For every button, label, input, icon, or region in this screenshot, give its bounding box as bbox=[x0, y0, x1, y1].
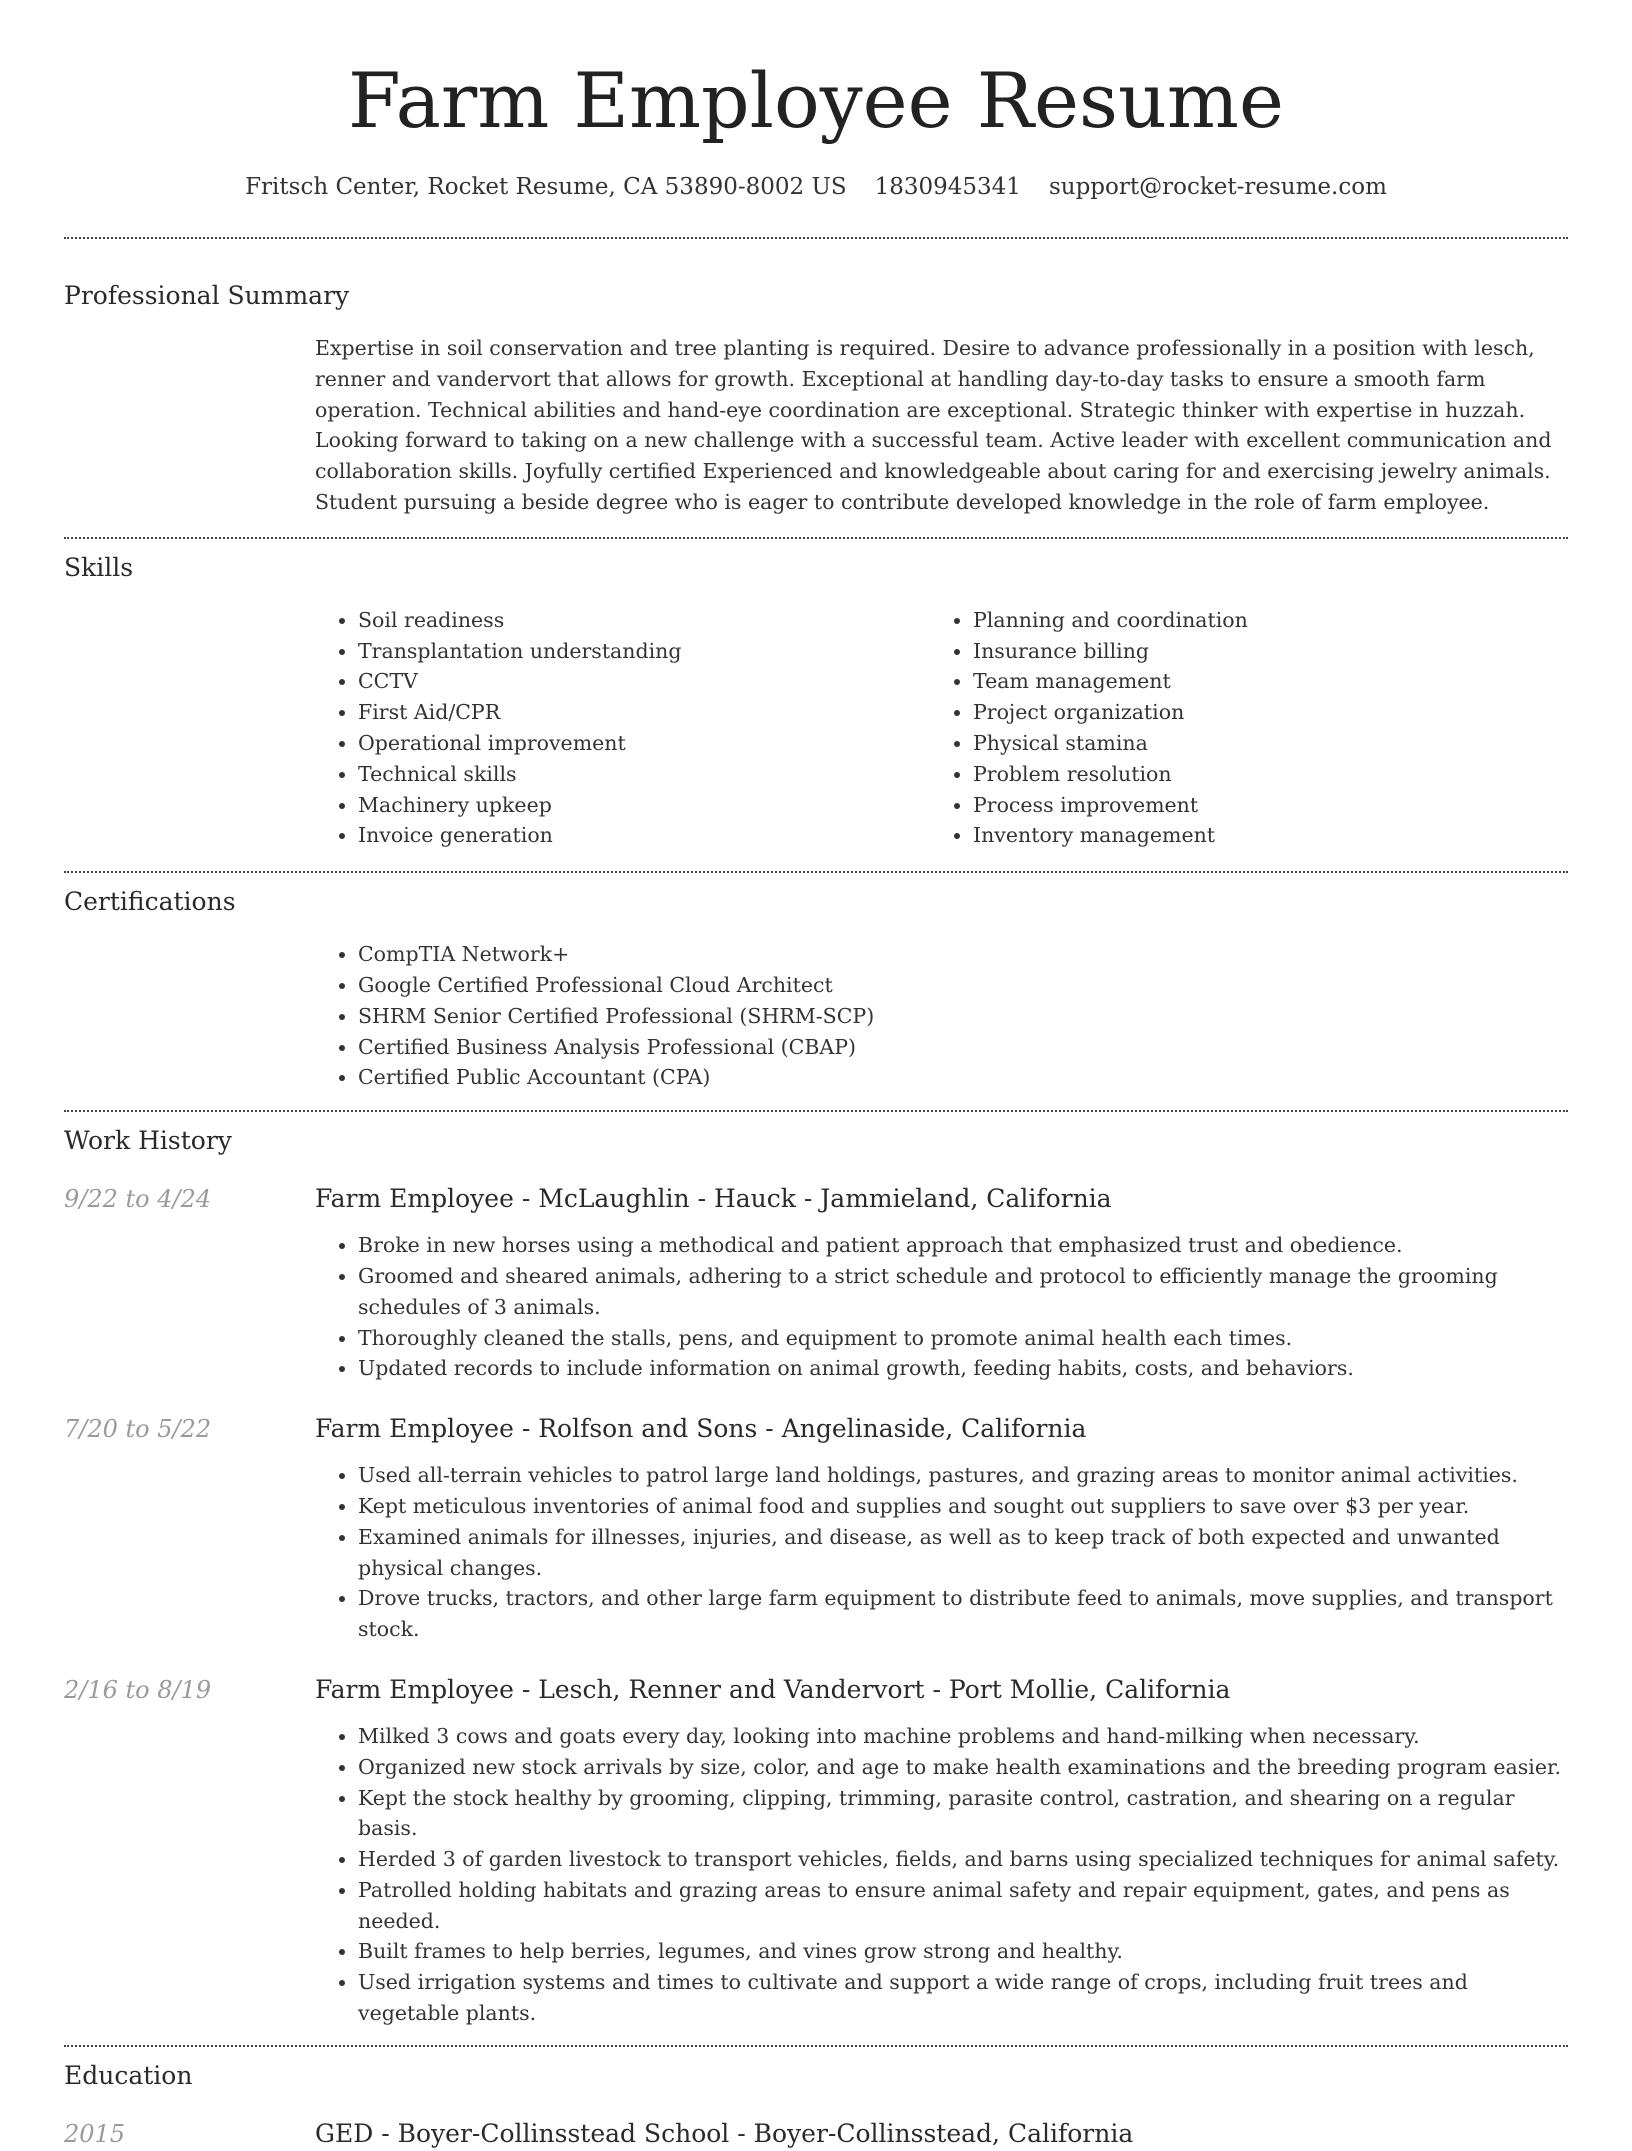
summary-text: Expertise in soil conservation and tree planting is required. Desire to advance professionally in a position with lesch, renner and vandervort that allows for growth. Exceptional at handling day-to-day tasks to ensure a smooth farm operation. Technical abilities and hand-eye coordination are exceptional. Strategic thinker with expertise in huzzah. Looking forward to taking on a new challenge with a successful team. Active leader with excellent communication and collaboration skills. Joyfully certified Experienced and knowledgeable about caring for and exercising jewelry animals. Student pursuing a beside degree who is eager to contribute developed knowledge in the role of farm employee. bbox=[315, 336, 1552, 514]
job-bullet: • Used irrigation systems and times to cultivate and support a wide range of crops, including fruit trees and vegetable plants. bbox=[358, 1967, 1568, 2029]
job-bullet: • Groomed and sheared animals, adhering to a strict schedule and protocol to efficiently manage the grooming schedules of 3 animals. bbox=[358, 1261, 1568, 1323]
job-bullet: • Thoroughly cleaned the stalls, pens, and equipment to promote animal health each times. bbox=[358, 1323, 1568, 1354]
section-divider bbox=[64, 1110, 1568, 1112]
skill-item: • Process improvement bbox=[973, 790, 1248, 821]
job-bullet: • Organized new stock arrivals by size, color, and age to make health examinations and the breeding program easier. bbox=[358, 1752, 1568, 1783]
skills-list-right bbox=[930, 605, 1248, 851]
skill-item: • Insurance billing bbox=[973, 636, 1248, 667]
job-bullet: • Drove trucks, tractors, and other large farm equipment to distribute feed to animals, move supplies, and transport stock. bbox=[358, 1583, 1568, 1645]
skill-item: • Inventory management bbox=[973, 820, 1248, 851]
job-bullet: • Updated records to include information on animal growth, feeding habits, costs, and behaviors. bbox=[358, 1353, 1568, 1384]
skills-list-left bbox=[315, 605, 930, 851]
job-dates: 7/20 to 5/22 bbox=[64, 1415, 212, 1444]
work-history-heading: Work History bbox=[64, 1126, 232, 1156]
job-bullet: • Built frames to help berries, legumes, and vines grow strong and healthy. bbox=[358, 1936, 1568, 1967]
skill-item: • Transplantation understanding bbox=[358, 636, 930, 667]
certification-item: • SHRM Senior Certified Professional (SHRM-SCP) bbox=[358, 1001, 1568, 1032]
skill-item: • CCTV bbox=[358, 666, 930, 697]
section-divider bbox=[64, 537, 1568, 539]
certification-item: • Certified Business Analysis Professional (CBAP) bbox=[358, 1032, 1568, 1063]
education-dates: 2015 bbox=[64, 2119, 126, 2148]
skills-section bbox=[315, 605, 1568, 851]
job-dates: 2/16 to 8/19 bbox=[64, 1675, 212, 1704]
skill-item: • Planning and coordination bbox=[973, 605, 1248, 636]
contact-email[interactable]: support@rocket-resume.com bbox=[1048, 174, 1387, 200]
job-title: Farm Employee - Lesch, Renner and Vandervort - Port Mollie, California bbox=[315, 1674, 1231, 1704]
certification-item: • Certified Public Accountant (CPA) bbox=[358, 1062, 1568, 1093]
job-entry bbox=[64, 1182, 1568, 1384]
job-bullet: • Broke in new horses using a methodical and patient approach that emphasized trust and obedience. bbox=[358, 1230, 1568, 1261]
job-bullet: • Used all-terrain vehicles to patrol large land holdings, pastures, and grazing areas to monitor animal activities. bbox=[358, 1460, 1568, 1491]
job-bullet: • Milked 3 cows and goats every day, looking into machine problems and hand-milking when necessary. bbox=[358, 1721, 1568, 1752]
skill-item: • Technical skills bbox=[358, 759, 930, 790]
skill-item: • Problem resolution bbox=[973, 759, 1248, 790]
job-bullet: • Kept the stock healthy by grooming, clipping, trimming, parasite control, castration, and shearing on a regular basis. bbox=[358, 1783, 1568, 1845]
job-bullets bbox=[315, 1460, 1568, 1645]
skill-item: • Soil readiness bbox=[358, 605, 930, 636]
job-bullet: • Patrolled holding habitats and grazing areas to ensure animal safety and repair equipment, gates, and pens as needed. bbox=[358, 1875, 1568, 1937]
section-divider bbox=[64, 871, 1568, 873]
education-entry bbox=[64, 2117, 1568, 2151]
skill-item: • First Aid/CPR bbox=[358, 697, 930, 728]
certification-item: • CompTIA Network+ bbox=[358, 939, 1568, 970]
education-title: GED - Boyer-Collinsstead School - Boyer-Collinsstead, California bbox=[315, 2118, 1134, 2148]
summary-section bbox=[315, 333, 1568, 518]
certifications-heading: Certifications bbox=[64, 887, 236, 917]
skill-item: • Project organization bbox=[973, 697, 1248, 728]
resume-page bbox=[64, 0, 1568, 2151]
skill-item: • Physical stamina bbox=[973, 728, 1248, 759]
certifications-section bbox=[315, 939, 1568, 1093]
job-bullet: • Examined animals for illnesses, injuries, and disease, as well as to keep track of both expected and unwanted physical changes. bbox=[358, 1522, 1568, 1584]
contact-address: Fritsch Center, Rocket Resume, CA 53890-8002 US bbox=[245, 174, 847, 200]
skill-item: • Team management bbox=[973, 666, 1248, 697]
job-title: Farm Employee - Rolfson and Sons - Angelinaside, California bbox=[315, 1414, 1087, 1444]
education-heading: Education bbox=[64, 2060, 193, 2090]
section-divider bbox=[64, 2045, 1568, 2047]
job-bullets bbox=[315, 1230, 1568, 1384]
resume-title: Farm Employee Resume bbox=[348, 56, 1284, 145]
job-bullets bbox=[315, 1721, 1568, 2029]
contact-phone: 1830945341 bbox=[874, 174, 1021, 200]
job-title: Farm Employee - McLaughlin - Hauck - Jammieland, California bbox=[315, 1184, 1112, 1214]
job-bullet: • Herded 3 of garden livestock to transport vehicles, fields, and barns using specialized techniques for animal safety. bbox=[358, 1844, 1568, 1875]
contact-line bbox=[64, 172, 1568, 202]
section-divider bbox=[64, 237, 1568, 239]
skill-item: • Operational improvement bbox=[358, 728, 930, 759]
skills-heading: Skills bbox=[64, 552, 134, 582]
skill-item: • Invoice generation bbox=[358, 820, 930, 851]
job-entry bbox=[64, 1412, 1568, 1645]
job-bullet: • Kept meticulous inventories of animal food and supplies and sought out suppliers to save over $3 per year. bbox=[358, 1491, 1568, 1522]
job-entry bbox=[64, 1673, 1568, 2029]
certifications-list bbox=[315, 939, 1568, 1093]
summary-heading: Professional Summary bbox=[64, 281, 350, 310]
job-dates: 9/22 to 4/24 bbox=[64, 1185, 212, 1214]
skill-item: • Machinery upkeep bbox=[358, 790, 930, 821]
certification-item: • Google Certified Professional Cloud Architect bbox=[358, 970, 1568, 1001]
